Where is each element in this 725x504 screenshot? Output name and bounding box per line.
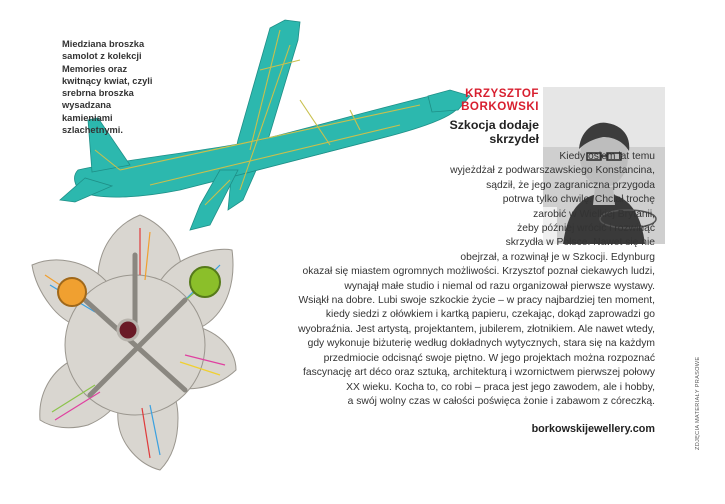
article-line: wyobraźnia. Jest artystą, projektantem, jubilerem, złotnikiem. Ale nawet wtedy, [298, 323, 655, 335]
article-line: sądził, że jego zagraniczna przygoda [486, 179, 655, 191]
article-line: XX wieku. Kocha to, co robi – praca jest jego zawodem, ale i hobby, [346, 381, 655, 393]
photo-credit-text: ZDJĘCIA MATERIAŁY PRASOWE [695, 356, 701, 450]
caption-line: wysadzana [62, 100, 112, 111]
designer-name [447, 88, 539, 114]
article-line: wynajął małe studio i niemal od razu organizował pierwsze wystawy. [344, 280, 655, 292]
image-caption [62, 38, 180, 136]
photo-credit [686, 330, 701, 450]
article-line: żeby później wrócić i rozwinąć [517, 223, 655, 235]
caption-line: Miedziana broszka [62, 39, 145, 49]
caption-line: srebrna broszka [62, 88, 134, 99]
article-line: Wsiąkł na dobre. Lubi swoje szkockie życie – w pracy najbardziej ten moment, [298, 295, 655, 307]
article-line: wyjeżdżał z podwarszawskiego Konstancina, [450, 165, 655, 177]
designer-last-name: BORKOWSKI [461, 99, 539, 113]
article-body [255, 150, 655, 409]
article-line: skrzydła w Polsce. Nawet się nie [505, 237, 655, 249]
article-line: obejrzał, a rozwinął je w Szkocji. Edynburg [460, 251, 655, 263]
headline-line: skrzydeł [489, 132, 539, 147]
caption-line: kamieniami [62, 112, 113, 123]
article-line: gdy wykonuje biżuterię według dokładnych wytycznych, stara się na każdym [307, 338, 655, 350]
article-line: a swój wolny czas w całości poświęca żonie i zabawom z córeczką. [347, 395, 655, 407]
article-line: Kiedy osiem lat temu [559, 151, 655, 162]
headline-line: Szkocja dodaje [449, 118, 539, 132]
article-line: fascynację art déco oraz sztuką, architekturą i wzornictwem pierwszej połowy [303, 367, 655, 379]
article-line: potrwa tylko chwilę. Chciał trochę [502, 194, 655, 206]
article-line: przedmiocie odcisnąć swoje piętno. W jego projektach można rozpoznać [323, 352, 655, 364]
article-line: okazał się miastem ogromnych możliwości. Krzysztof poznał ciekawych ludzi, [302, 266, 655, 278]
caption-line: szlachetnymi. [62, 125, 123, 136]
article-line: zarobić w Wielkiej Brytanii, [533, 208, 655, 220]
designer-first-name: KRZYSZTOF [465, 87, 539, 100]
article-line: kiedy siedzi z ołówkiem i kartką papieru, czekając, dokąd zaprowadzi go [325, 309, 655, 321]
website-link[interactable]: borkowskijewellery.com [531, 423, 655, 435]
caption-line: Memories oraz [62, 63, 128, 74]
caption-line: kwitnący kwiat, czyli [62, 75, 153, 86]
article-headline [405, 118, 539, 147]
caption-line: samolot z kolekcji [62, 51, 142, 62]
